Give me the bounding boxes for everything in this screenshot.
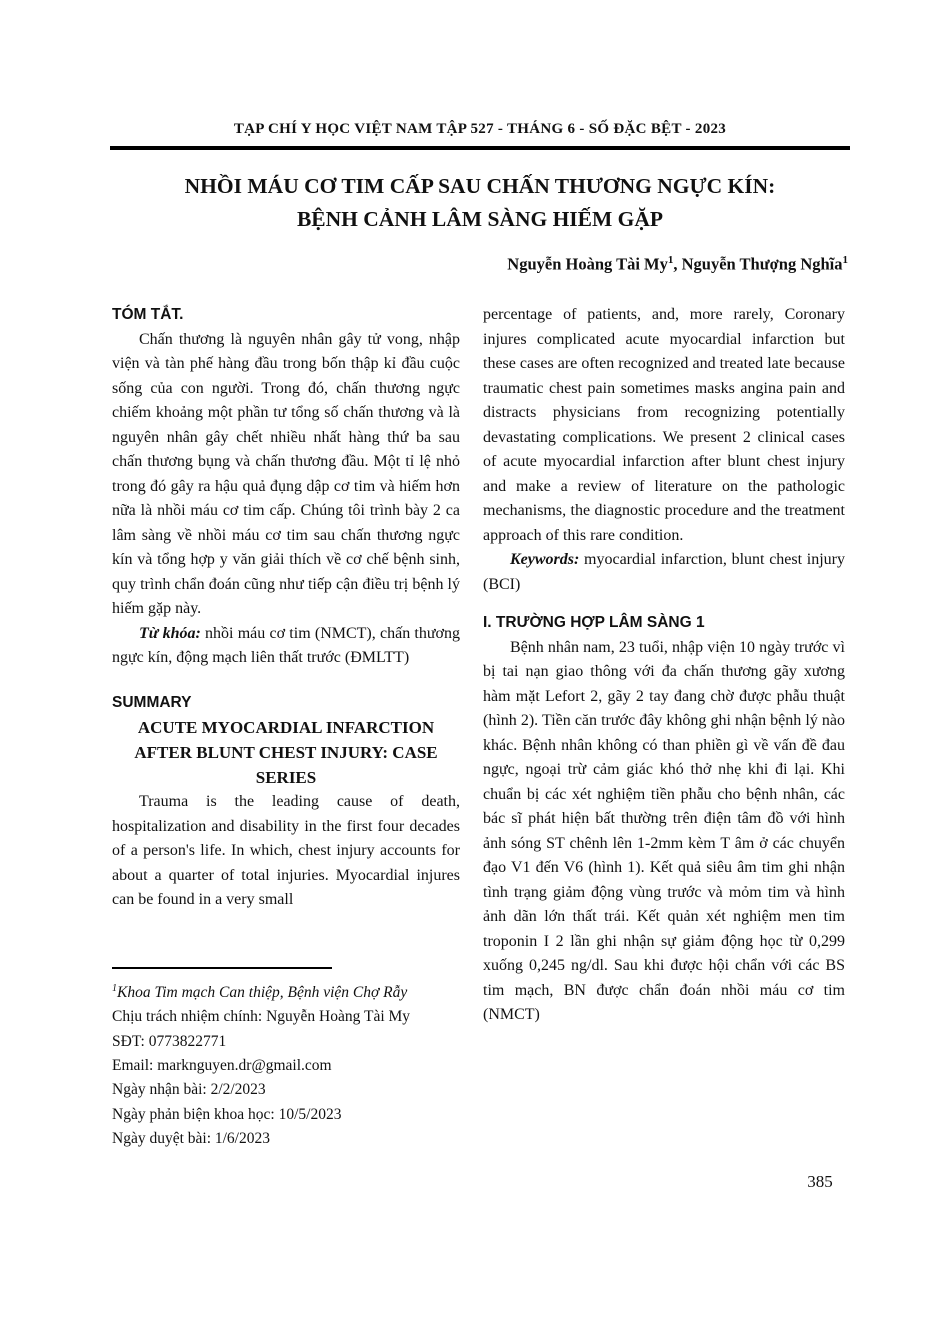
footnote-accepted-date: Ngày duyệt bài: 1/6/2023: [112, 1129, 270, 1147]
abstract-keywords: [112, 622, 460, 671]
summary-keywords-text: myocardial infarction, blunt chest injury (BCI): [483, 551, 845, 593]
footnote-rule: [112, 967, 332, 969]
footnote-block: [112, 967, 464, 1151]
article-title-line2: BỆNH CẢNH LÂM SÀNG HIẾM GẶP: [296, 207, 664, 231]
summary-paragraph-left: Trauma is the leading cause of death, hospitalization and disability in the first four decades of a person's life. In which, chest injury accounts for about a quarter of total injuries. Myocardial injures can be found in a very small: [112, 793, 460, 908]
summary-heading: SUMMARY: [112, 693, 192, 711]
abstract-heading: TÓM TẮT.: [112, 306, 184, 323]
author-1-affiliation-mark: 1: [667, 254, 674, 266]
article-title-line1: NHỒI MÁU CƠ TIM CẤP SAU CHẤN THƯƠNG NGỰC KÍN:: [184, 174, 776, 198]
footnote-phone: SĐT: 0773822771: [112, 1032, 227, 1050]
footnote-affiliation-mark: 1: [112, 983, 117, 994]
right-column: [483, 303, 845, 1028]
footnote-reviewed-date: Ngày phản biện khoa học: 10/5/2023: [112, 1105, 342, 1123]
authors-line: [112, 254, 848, 275]
abstract-keywords-label: Từ khóa:: [139, 624, 201, 642]
abstract-paragraph: Chấn thương là nguyên nhân gây tử vong, nhập viện và tàn phế hàng đầu trong bốn thập kỉ đầu cuộc sống của con người. Trong đó, chấn thương ngực chiếm khoảng một phần tư tổng số chấn thương và là nguyên nhân gây chết nhiều nhất hàng thứ ba sau chấn thương bụng và chấn thương đầu. Một tỉ lệ nhỏ trong đó gây ra hậu quả đụng dập cơ tim và hiếm hơn nữa là nhồi máu cơ tim cấp. Chúng tôi trình bày 2 ca lâm sàng về nhồi máu cơ tim sau chấn thương ngực kín và tổng hợp y văn giải thích về cơ chế bệnh sinh, quy trình chẩn đoán cũng như tiếp cận điều trị bệnh lý hiếm gặp này.: [112, 330, 460, 617]
footnote-affiliation-text: Khoa Tim mạch Can thiệp, Bệnh viện Chợ Rẫy: [117, 984, 408, 1002]
case-section-paragraph: Bệnh nhân nam, 23 tuổi, nhập viện 10 ngày trước vì bị tai nạn giao thông với đa chấn thương gãy xương hàm mặt Lefort 2, gãy 2 tay đang chờ được phẫu thuật (hình 2). Tiền căn trước đây không ghi nhận bệnh lý nào khác. Bệnh nhân không có than phiền gì về vấn đề đau ngực, ngoại trừ cảm giác khó thở nhẹ khi đi lại. Khi chuẩn bị các xét nghiệm tiền phẫu cho bệnh nhân, các bác sĩ phát hiện bất thường trên điện tâm đồ với hình ảnh sóng ST chênh lên 1-2mm kèm T âm ở các chuyển đạo V1 đến V6 (hình 1). Kết quả siêu âm tim ghi nhận tình trạng giảm động vùng trước và mỏm tim và hình ảnh dãn lớn thất trái. Kết quản xét nghiệm men tim troponin I 2 lần ghi nhận sự giảm động học từ 0,299 xuống 0,245 ng/dl. Sau khi được hội chẩn với các BS tim mạch, BN được chẩn đoán nhồi máu cơ tim (NMCT): [483, 638, 845, 1023]
summary-paragraph-right: percentage of patients, and, more rarely, Coronary injures complicated acute myocardial infarction but these cases are often recognized and treated late because traumatic chest pain sometimes masks angina pain and distracts physicians from recognizing potentially devastating complications. We present 2 clinical cases of acute myocardial infarction after blunt chest injury and make a review of literature on the pathologic mechanisms, the diagnostic procedure and the treatment approach of this rare condition.: [483, 306, 845, 544]
abstract-keywords-text: nhồi máu cơ tim (NMCT), chấn thương ngực kín, động mạch liên thất trước (ĐMLTT): [112, 624, 460, 666]
article-title: [112, 170, 848, 236]
summary-keywords: [483, 548, 845, 597]
footnote-received-date: Ngày nhận bài: 2/2/2023: [112, 1081, 266, 1099]
footnote-affiliation: [112, 977, 464, 1005]
summary-keywords-label: Keywords:: [510, 551, 580, 568]
header-rule: [110, 146, 850, 150]
footnote-corresponding-author: Chịu trách nhiệm chính: Nguyễn Hoàng Tài My: [112, 1008, 411, 1026]
case-section-heading: I. TRƯỜNG HỢP LÂM SÀNG 1: [483, 614, 705, 631]
summary-subtitle: ACUTE MYOCARDIAL INFARCTION AFTER BLUNT CHEST INJURY: CASE SERIES: [134, 718, 438, 787]
author-2-name: Nguyễn Thượng Nghĩa: [681, 254, 843, 274]
journal-header: TẠP CHÍ Y HỌC VIỆT NAM TẬP 527 - THÁNG 6 - SỐ ĐẶC BỆT - 2023: [233, 121, 727, 137]
page-number: 385: [807, 1172, 833, 1191]
footnote-email: Email: marknguyen.dr@gmail.com: [112, 1057, 332, 1075]
authors-separator: ,: [673, 254, 682, 274]
author-2-affiliation-mark: 1: [842, 254, 848, 266]
left-column: [112, 303, 460, 913]
author-1-name: Nguyễn Hoàng Tài My: [507, 254, 668, 274]
